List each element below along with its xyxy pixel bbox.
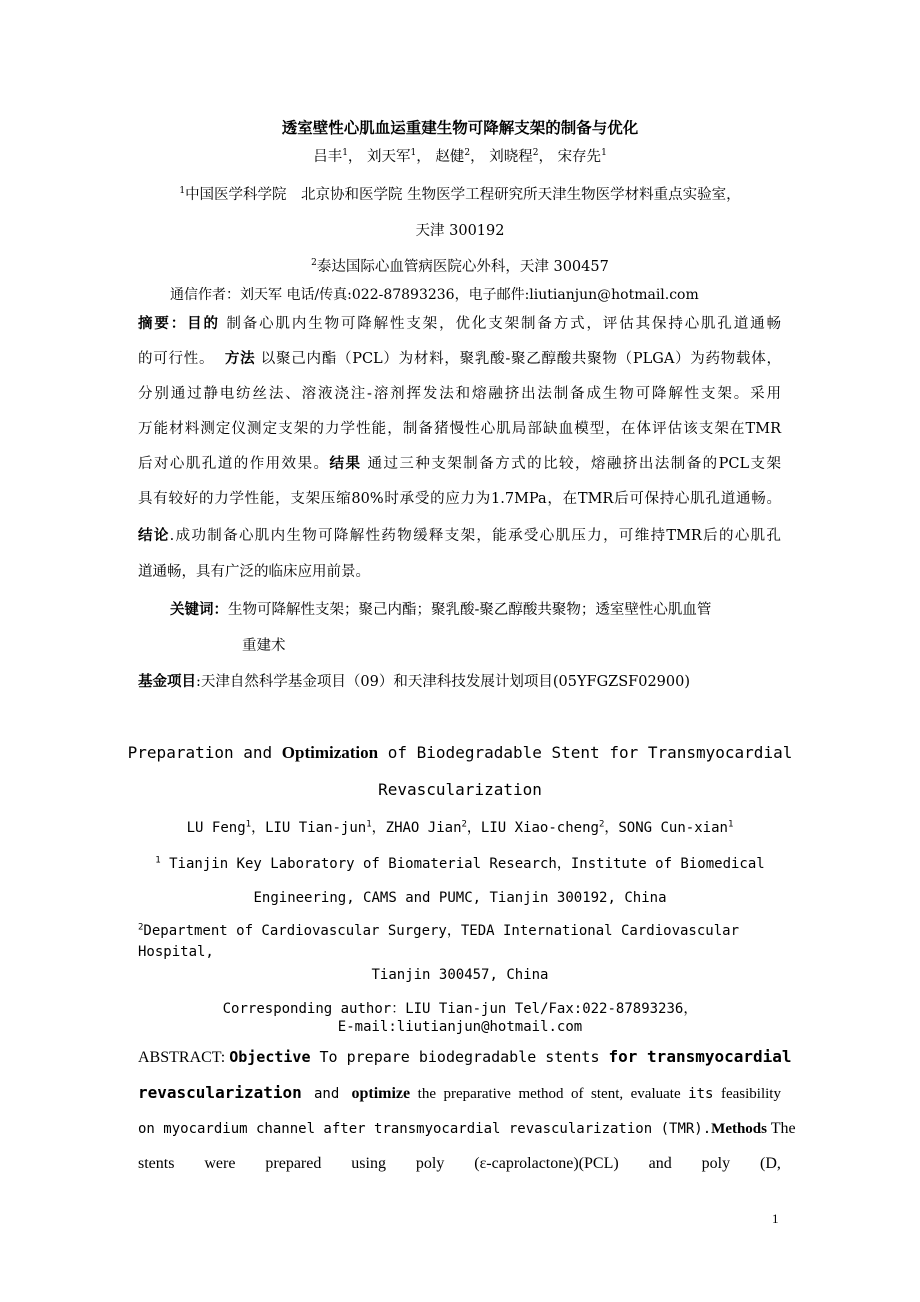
zh-author: 刘晓程 (489, 149, 533, 165)
zh-methods-label: 方法 (224, 350, 256, 367)
zh-fund: 基金项目:天津自然科学基金项目（09）和天津科技发展计划项目(05YFGZSF02900) (138, 673, 691, 690)
zh-abstract-label: 摘要 (138, 315, 171, 332)
zh-abstract-line: 后对心肌孔道的作用效果。结果 通过三种支架制备方式的比较，熔融挤出法制备的PCL支架 (138, 455, 782, 472)
zh-author: 吕丰 (313, 149, 343, 165)
zh-affiliation-1: $^1$中国医学科学院 北京协和医学院 生物医学工程研究所天津生物医学材料重点实验室， (179, 186, 741, 203)
zh-keywords-label: 关键词 (170, 601, 214, 618)
en-objective-label: Objective (229, 1048, 311, 1066)
en-abstract-line: revascularization and optimize the preparative method of stent, evaluate its feasibility (138, 1083, 781, 1102)
zh-conclusion-label: 结论 (138, 527, 170, 544)
zh-results-label: 结果 (329, 455, 362, 472)
zh-abstract-line: 的可行性。 方法 以聚己内酯（PCL）为材料，聚乳酸-聚乙醇酸共聚物（PLGA）为药物载体， (138, 350, 782, 367)
en-abstract-label: ABSTRACT: (138, 1049, 230, 1066)
en-affiliation-1-cont: Engineering, CAMS and PUMC, Tianjin 300192, China (253, 890, 667, 906)
en-affiliation-1: $^1$ Tianjin Key Laboratory of Biomaterial Research，Institute of Biomedical (155, 855, 765, 872)
en-author: ZHAO Jian (385, 820, 462, 836)
en-authors: LU Feng$^1$，LIU Tian-jun$^1$，ZHAO Jian$^2$，LIU Xiao-cheng$^2$，SONG Cun-xian$^1$ (186, 819, 734, 836)
en-abstract-line: ABSTRACT: Objective To prepare biodegradable stents for transmyocardial (138, 1047, 792, 1066)
en-author: LIU Tian-jun (265, 820, 367, 836)
en-affiliation-2-cont: Hospital, (138, 944, 214, 960)
zh-affiliation-1-city: 天津 300192 (415, 223, 505, 239)
zh-title: 透室壁性心肌血运重建生物可降解支架的制备与优化 (281, 118, 639, 137)
zh-affiliation-2: $^2$泰达国际心血管病医院心外科，天津 300457 (311, 258, 609, 275)
zh-abstract-line: 结论.成功制备心肌内生物可降解性药物缓释支架，能承受心肌压力，可维持TMR后的心肌孔 (138, 527, 782, 544)
zh-abstract-line: 分别通过静电纺丝法、溶液浇注-溶剂挥发法和熔融挤出法制备成生物可降解性支架。采用 (138, 386, 781, 402)
en-author: LU Feng (186, 820, 246, 836)
zh-abstract-line: 具有较好的力学性能，支架压缩80%时承受的应力为1.7MPa，在TMR后可保持心肌孔道通畅。 (138, 491, 781, 507)
page-number: 1 (772, 1211, 779, 1226)
zh-abstract-line: 道通畅，具有广泛的临床应用前景。 (138, 564, 370, 580)
en-title-cont: Revascularization (378, 780, 542, 799)
en-email: E-mail:liutianjun@hotmail.com (337, 1019, 583, 1035)
zh-abstract-line: 万能材料测定仪测定支架的力学性能，制备猪慢性心肌局部缺血模型，在体评估该支架在TMR (138, 421, 781, 437)
zh-author: 宋存先 (557, 149, 602, 165)
en-abstract-line: on myocardium channel after transmyocardial revascularization (TMR).Methods The (138, 1120, 796, 1137)
zh-keywords-cont: 重建术 (242, 638, 286, 654)
zh-author: 赵健 (435, 149, 465, 165)
en-abstract-line: stents were prepared using poly (ε-caprolactone)(PCL) and poly (D, (138, 1155, 781, 1172)
zh-keywords: 关键词：生物可降解性支架；聚己内酯；聚乳酸-聚乙醇酸共聚物；透室壁性心肌血管 (170, 601, 712, 618)
zh-fund-label: 基金项目 (138, 673, 196, 690)
zh-abstract-line: 摘要：目的 制备心肌内生物可降解性支架，优化支架制备方式，评估其保持心肌孔道通畅 (138, 315, 782, 332)
zh-authors: 吕丰$^1$， 刘天军$^1$， 赵健$^2$， 刘晓程$^2$， 宋存先$^1$ (313, 148, 607, 165)
en-title: Preparation and Optimization of Biodegradable Stent for Transmyocardial (127, 743, 793, 762)
en-author: SONG Cun-xian (618, 820, 728, 836)
en-author: LIU Xiao-cheng (480, 820, 599, 836)
en-affiliation-2: $^2$Department of Cardiovascular Surgery，TEDA International Cardiovascular (138, 922, 740, 939)
en-affiliation-2-city: Tianjin 300457, China (371, 967, 549, 983)
zh-corresponding-author: 通信作者：刘天军 电话/传真:022-87893236，电子邮件:liutianjun@hotmail.com (170, 287, 699, 303)
zh-objective-label: 目的 (187, 315, 220, 332)
zh-author: 刘天军 (367, 149, 411, 165)
en-corresponding-author: Corresponding author：LIU Tian-jun Tel/Fax:022-87893236， (222, 1001, 698, 1017)
